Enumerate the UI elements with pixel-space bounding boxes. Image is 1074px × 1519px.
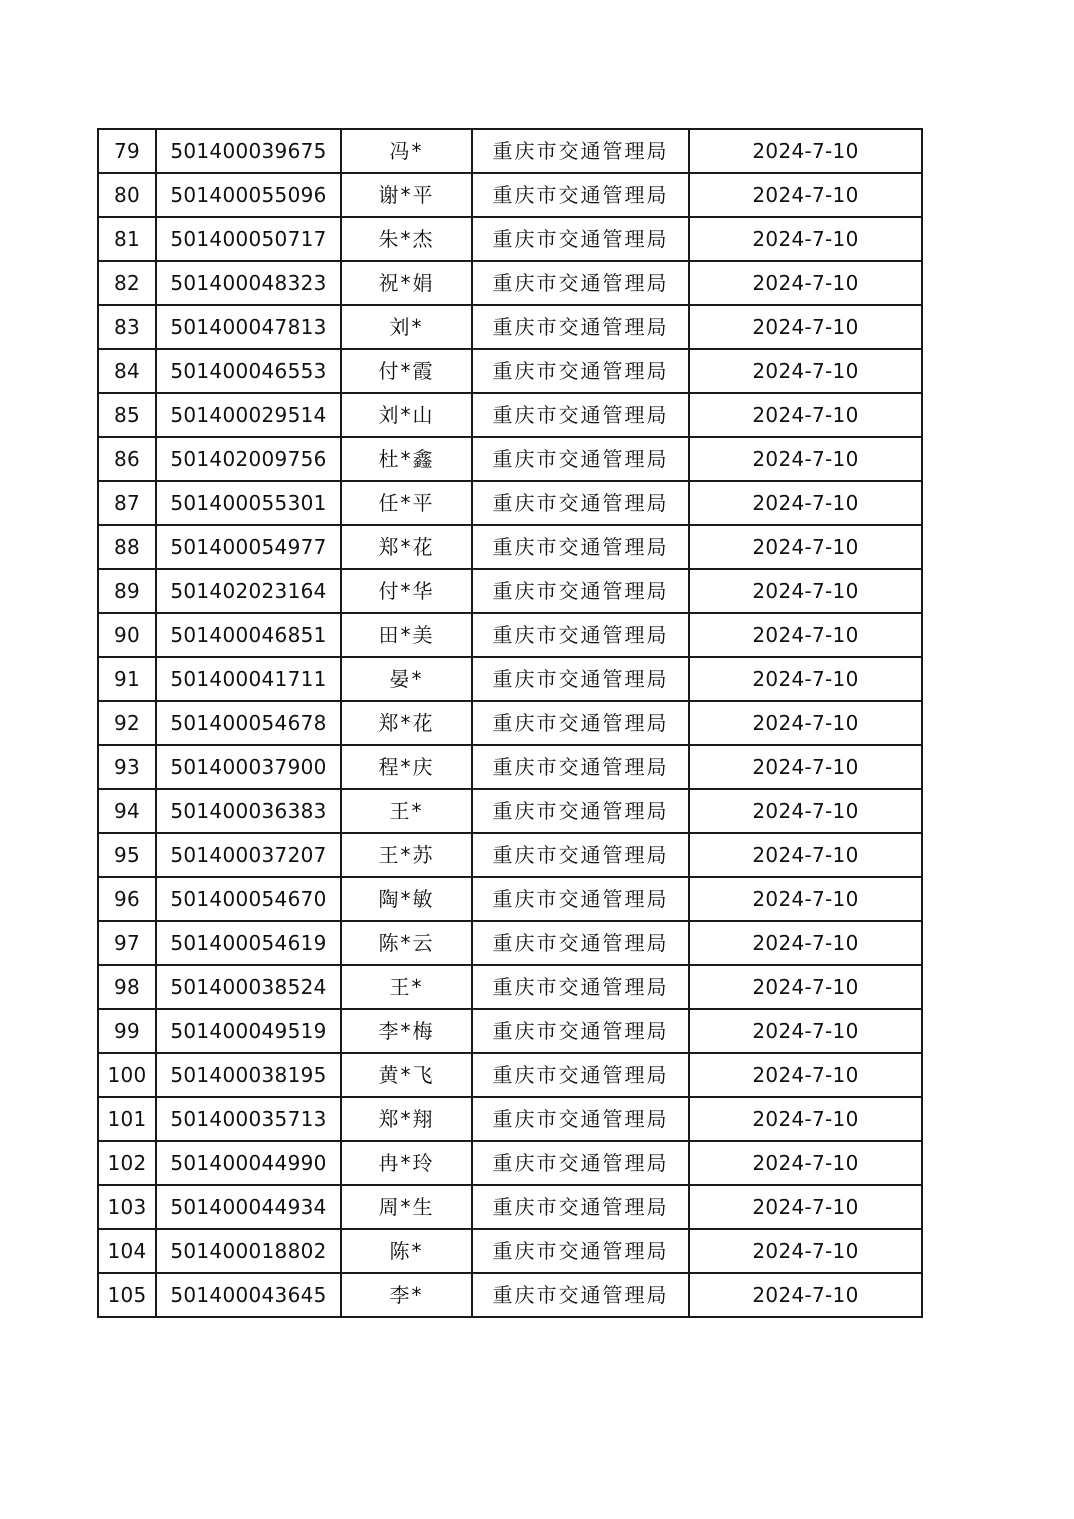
row-number-cell: 90 <box>98 613 156 657</box>
organization-cell: 重庆市交通管理局 <box>472 1053 689 1097</box>
row-number-cell: 83 <box>98 305 156 349</box>
date-cell: 2024-7-10 <box>689 1185 922 1229</box>
person-name-cell: 郑*翔 <box>341 1097 472 1141</box>
person-name-cell: 李*梅 <box>341 1009 472 1053</box>
date-cell: 2024-7-10 <box>689 217 922 261</box>
organization-cell: 重庆市交通管理局 <box>472 217 689 261</box>
table-row <box>98 349 922 393</box>
date-cell: 2024-7-10 <box>689 173 922 217</box>
table-row <box>98 1273 922 1317</box>
date-cell: 2024-7-10 <box>689 129 922 173</box>
table-row <box>98 745 922 789</box>
person-name-cell: 王* <box>341 789 472 833</box>
person-name-cell: 付*霞 <box>341 349 472 393</box>
table-row <box>98 1141 922 1185</box>
table-row <box>98 305 922 349</box>
organization-cell: 重庆市交通管理局 <box>472 1141 689 1185</box>
person-name-cell: 陈* <box>341 1229 472 1273</box>
date-cell: 2024-7-10 <box>689 481 922 525</box>
date-cell: 2024-7-10 <box>689 877 922 921</box>
table-row <box>98 481 922 525</box>
table-row <box>98 1053 922 1097</box>
person-name-cell: 杜*鑫 <box>341 437 472 481</box>
table-row <box>98 437 922 481</box>
records-table-body <box>98 129 922 1317</box>
person-name-cell: 黄*飞 <box>341 1053 472 1097</box>
row-number-cell: 100 <box>98 1053 156 1097</box>
row-number-cell: 85 <box>98 393 156 437</box>
row-number-cell: 87 <box>98 481 156 525</box>
organization-cell: 重庆市交通管理局 <box>472 261 689 305</box>
organization-cell: 重庆市交通管理局 <box>472 965 689 1009</box>
row-number-cell: 96 <box>98 877 156 921</box>
organization-cell: 重庆市交通管理局 <box>472 1097 689 1141</box>
organization-cell: 重庆市交通管理局 <box>472 129 689 173</box>
organization-cell: 重庆市交通管理局 <box>472 701 689 745</box>
row-number-cell: 94 <box>98 789 156 833</box>
record-id-cell: 501400054670 <box>156 877 341 921</box>
record-id-cell: 501400043645 <box>156 1273 341 1317</box>
organization-cell: 重庆市交通管理局 <box>472 877 689 921</box>
date-cell: 2024-7-10 <box>689 789 922 833</box>
date-cell: 2024-7-10 <box>689 745 922 789</box>
row-number-cell: 80 <box>98 173 156 217</box>
record-id-cell: 501400050717 <box>156 217 341 261</box>
row-number-cell: 86 <box>98 437 156 481</box>
table-row <box>98 701 922 745</box>
record-id-cell: 501400054977 <box>156 525 341 569</box>
organization-cell: 重庆市交通管理局 <box>472 657 689 701</box>
row-number-cell: 95 <box>98 833 156 877</box>
table-row <box>98 217 922 261</box>
table-row <box>98 657 922 701</box>
person-name-cell: 王* <box>341 965 472 1009</box>
date-cell: 2024-7-10 <box>689 657 922 701</box>
table-row <box>98 1009 922 1053</box>
person-name-cell: 郑*花 <box>341 701 472 745</box>
record-id-cell: 501400054678 <box>156 701 341 745</box>
table-row <box>98 129 922 173</box>
organization-cell: 重庆市交通管理局 <box>472 1185 689 1229</box>
record-id-cell: 501400044934 <box>156 1185 341 1229</box>
person-name-cell: 任*平 <box>341 481 472 525</box>
person-name-cell: 祝*娟 <box>341 261 472 305</box>
person-name-cell: 冉*玲 <box>341 1141 472 1185</box>
date-cell: 2024-7-10 <box>689 525 922 569</box>
person-name-cell: 郑*花 <box>341 525 472 569</box>
table-row <box>98 965 922 1009</box>
table-row <box>98 877 922 921</box>
organization-cell: 重庆市交通管理局 <box>472 437 689 481</box>
date-cell: 2024-7-10 <box>689 1097 922 1141</box>
record-id-cell: 501400037900 <box>156 745 341 789</box>
record-id-cell: 501400055301 <box>156 481 341 525</box>
row-number-cell: 105 <box>98 1273 156 1317</box>
table-row <box>98 525 922 569</box>
person-name-cell: 王*苏 <box>341 833 472 877</box>
record-id-cell: 501402023164 <box>156 569 341 613</box>
record-id-cell: 501400018802 <box>156 1229 341 1273</box>
row-number-cell: 88 <box>98 525 156 569</box>
table-row <box>98 789 922 833</box>
row-number-cell: 93 <box>98 745 156 789</box>
person-name-cell: 朱*杰 <box>341 217 472 261</box>
date-cell: 2024-7-10 <box>689 1053 922 1097</box>
row-number-cell: 79 <box>98 129 156 173</box>
record-id-cell: 501400029514 <box>156 393 341 437</box>
date-cell: 2024-7-10 <box>689 1009 922 1053</box>
row-number-cell: 103 <box>98 1185 156 1229</box>
person-name-cell: 周*生 <box>341 1185 472 1229</box>
date-cell: 2024-7-10 <box>689 437 922 481</box>
row-number-cell: 98 <box>98 965 156 1009</box>
organization-cell: 重庆市交通管理局 <box>472 305 689 349</box>
table-row <box>98 1229 922 1273</box>
date-cell: 2024-7-10 <box>689 701 922 745</box>
date-cell: 2024-7-10 <box>689 393 922 437</box>
row-number-cell: 82 <box>98 261 156 305</box>
person-name-cell: 陈*云 <box>341 921 472 965</box>
person-name-cell: 程*庆 <box>341 745 472 789</box>
date-cell: 2024-7-10 <box>689 1273 922 1317</box>
row-number-cell: 81 <box>98 217 156 261</box>
person-name-cell: 刘*山 <box>341 393 472 437</box>
record-id-cell: 501400041711 <box>156 657 341 701</box>
row-number-cell: 89 <box>98 569 156 613</box>
organization-cell: 重庆市交通管理局 <box>472 833 689 877</box>
row-number-cell: 91 <box>98 657 156 701</box>
organization-cell: 重庆市交通管理局 <box>472 569 689 613</box>
table-row <box>98 833 922 877</box>
record-id-cell: 501400035713 <box>156 1097 341 1141</box>
record-id-cell: 501400046553 <box>156 349 341 393</box>
organization-cell: 重庆市交通管理局 <box>472 349 689 393</box>
person-name-cell: 田*美 <box>341 613 472 657</box>
record-id-cell: 501400046851 <box>156 613 341 657</box>
record-id-cell: 501400048323 <box>156 261 341 305</box>
row-number-cell: 84 <box>98 349 156 393</box>
person-name-cell: 刘* <box>341 305 472 349</box>
record-id-cell: 501400036383 <box>156 789 341 833</box>
person-name-cell: 冯* <box>341 129 472 173</box>
person-name-cell: 谢*平 <box>341 173 472 217</box>
organization-cell: 重庆市交通管理局 <box>472 525 689 569</box>
organization-cell: 重庆市交通管理局 <box>472 745 689 789</box>
row-number-cell: 102 <box>98 1141 156 1185</box>
organization-cell: 重庆市交通管理局 <box>472 481 689 525</box>
date-cell: 2024-7-10 <box>689 349 922 393</box>
organization-cell: 重庆市交通管理局 <box>472 173 689 217</box>
table-row <box>98 393 922 437</box>
person-name-cell: 李* <box>341 1273 472 1317</box>
table-row <box>98 921 922 965</box>
record-id-cell: 501400047813 <box>156 305 341 349</box>
organization-cell: 重庆市交通管理局 <box>472 921 689 965</box>
row-number-cell: 101 <box>98 1097 156 1141</box>
date-cell: 2024-7-10 <box>689 261 922 305</box>
date-cell: 2024-7-10 <box>689 921 922 965</box>
organization-cell: 重庆市交通管理局 <box>472 613 689 657</box>
person-name-cell: 晏* <box>341 657 472 701</box>
date-cell: 2024-7-10 <box>689 1141 922 1185</box>
record-id-cell: 501400039675 <box>156 129 341 173</box>
record-id-cell: 501400037207 <box>156 833 341 877</box>
date-cell: 2024-7-10 <box>689 569 922 613</box>
date-cell: 2024-7-10 <box>689 833 922 877</box>
table-row <box>98 261 922 305</box>
row-number-cell: 92 <box>98 701 156 745</box>
record-id-cell: 501400055096 <box>156 173 341 217</box>
record-id-cell: 501400038195 <box>156 1053 341 1097</box>
organization-cell: 重庆市交通管理局 <box>472 1009 689 1053</box>
table-row <box>98 1185 922 1229</box>
record-id-cell: 501400049519 <box>156 1009 341 1053</box>
table-row <box>98 1097 922 1141</box>
table-row <box>98 613 922 657</box>
records-table <box>97 128 923 1318</box>
date-cell: 2024-7-10 <box>689 613 922 657</box>
date-cell: 2024-7-10 <box>689 965 922 1009</box>
date-cell: 2024-7-10 <box>689 1229 922 1273</box>
row-number-cell: 97 <box>98 921 156 965</box>
table-row <box>98 173 922 217</box>
record-id-cell: 501400054619 <box>156 921 341 965</box>
record-id-cell: 501400038524 <box>156 965 341 1009</box>
person-name-cell: 付*华 <box>341 569 472 613</box>
organization-cell: 重庆市交通管理局 <box>472 1229 689 1273</box>
record-id-cell: 501402009756 <box>156 437 341 481</box>
organization-cell: 重庆市交通管理局 <box>472 1273 689 1317</box>
row-number-cell: 99 <box>98 1009 156 1053</box>
table-row <box>98 569 922 613</box>
date-cell: 2024-7-10 <box>689 305 922 349</box>
organization-cell: 重庆市交通管理局 <box>472 789 689 833</box>
row-number-cell: 104 <box>98 1229 156 1273</box>
record-id-cell: 501400044990 <box>156 1141 341 1185</box>
person-name-cell: 陶*敏 <box>341 877 472 921</box>
organization-cell: 重庆市交通管理局 <box>472 393 689 437</box>
